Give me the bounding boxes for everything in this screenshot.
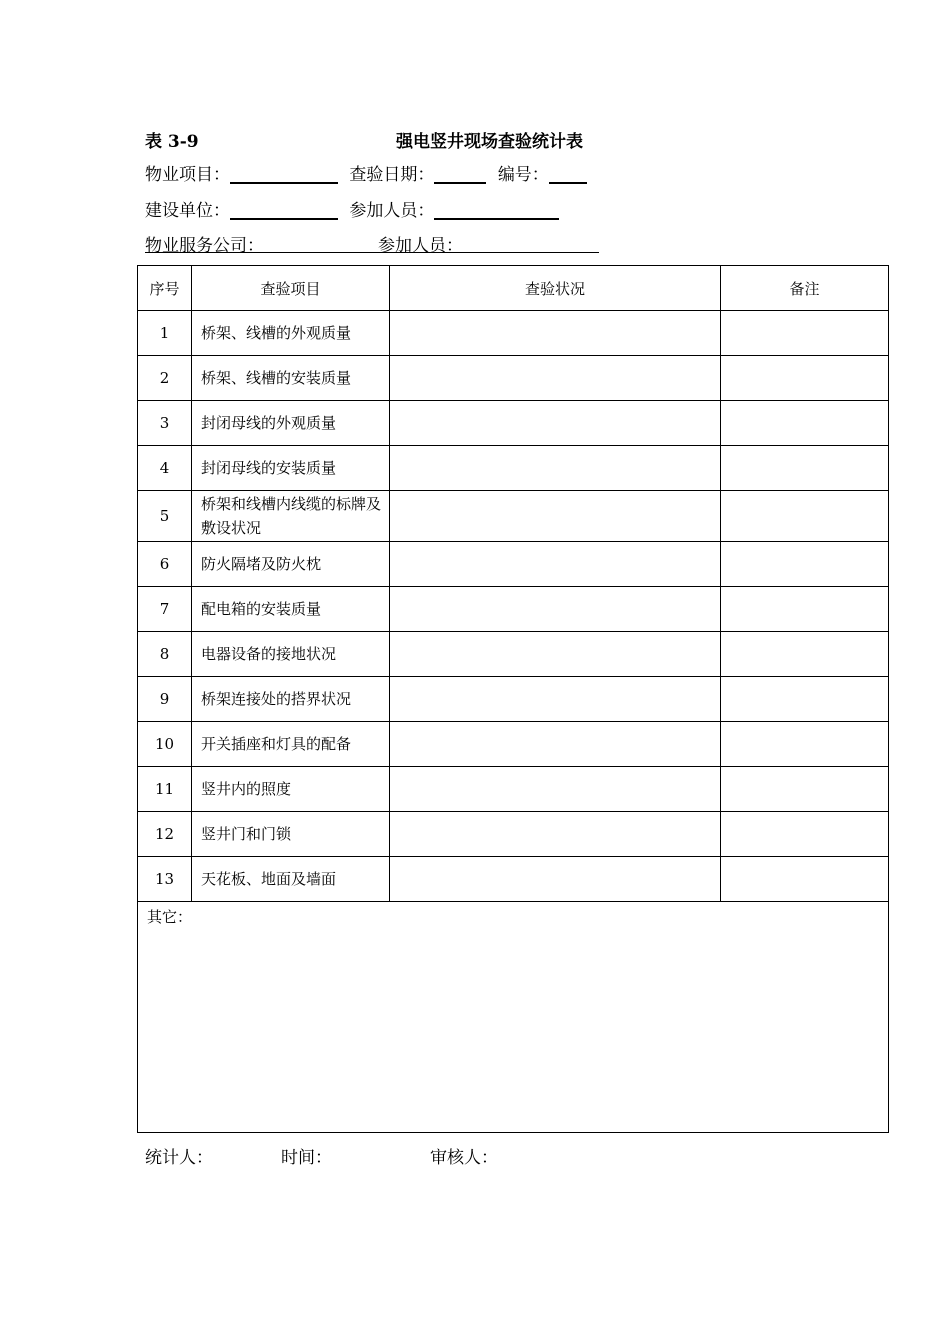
table-row	[138, 311, 889, 356]
row-remarks-cell[interactable]	[721, 446, 889, 491]
other-label: 其它：	[147, 908, 193, 926]
table-row	[138, 446, 889, 491]
header-status: 查验状况	[390, 266, 721, 311]
info-row-1	[145, 160, 587, 185]
table-row	[138, 401, 889, 446]
info-row-2	[145, 196, 559, 221]
builder-field[interactable]	[230, 200, 338, 220]
row-remarks-cell[interactable]	[721, 401, 889, 446]
row-number: 5	[138, 491, 192, 542]
statistician-label: 统计人：	[145, 1148, 213, 1168]
row-remarks-cell[interactable]	[721, 722, 889, 767]
row-remarks-cell[interactable]	[721, 542, 889, 587]
row-number: 12	[138, 812, 192, 857]
reviewer-label: 审核人：	[430, 1148, 498, 1168]
row-item: 桥架、线槽的外观质量	[192, 311, 390, 356]
service-company-label: 物业服务公司：	[145, 236, 264, 256]
row-status-cell[interactable]	[390, 677, 721, 722]
row-status-cell[interactable]	[390, 311, 721, 356]
project-label: 物业项目：	[145, 165, 230, 185]
inspection-table	[137, 265, 889, 1133]
builder-label: 建设单位：	[145, 201, 230, 221]
row-remarks-cell[interactable]	[721, 311, 889, 356]
row-remarks-cell[interactable]	[721, 677, 889, 722]
table-number: 表 3-9	[145, 132, 199, 152]
row-item: 电器设备的接地状况	[192, 632, 390, 677]
row-item: 桥架、线槽的安装质量	[192, 356, 390, 401]
header-remarks: 备注	[721, 266, 889, 311]
time-label: 时间：	[281, 1148, 332, 1168]
row-status-cell[interactable]	[390, 542, 721, 587]
row-number: 3	[138, 401, 192, 446]
table-row	[138, 542, 889, 587]
row-remarks-cell[interactable]	[721, 767, 889, 812]
table-row	[138, 767, 889, 812]
row-number: 8	[138, 632, 192, 677]
row-status-cell[interactable]	[390, 587, 721, 632]
row-remarks-cell[interactable]	[721, 356, 889, 401]
row-item: 桥架连接处的搭界状况	[192, 677, 390, 722]
page-title: 强电竖井现场查验统计表	[396, 132, 583, 152]
date-field[interactable]	[434, 164, 486, 184]
row-item: 配电箱的安装质量	[192, 587, 390, 632]
row-number: 13	[138, 857, 192, 902]
header-item: 查验项目	[192, 266, 390, 311]
row-number: 2	[138, 356, 192, 401]
table-row	[138, 812, 889, 857]
table-row	[138, 857, 889, 902]
row-item: 封闭母线的安装质量	[192, 446, 390, 491]
row-remarks-cell[interactable]	[721, 632, 889, 677]
row-status-cell[interactable]	[390, 401, 721, 446]
row-status-cell[interactable]	[390, 812, 721, 857]
row-item: 天花板、地面及墙面	[192, 857, 390, 902]
row-item: 封闭母线的外观质量	[192, 401, 390, 446]
table-row	[138, 677, 889, 722]
row-number: 10	[138, 722, 192, 767]
participants-field[interactable]	[434, 200, 559, 220]
row-number: 7	[138, 587, 192, 632]
participants-label: 参加人员：	[349, 201, 435, 221]
header-no: 序号	[138, 266, 192, 311]
number-label: 编号：	[497, 165, 549, 185]
other-notes-cell[interactable]	[138, 902, 889, 1133]
row-number: 4	[138, 446, 192, 491]
row-status-cell[interactable]	[390, 446, 721, 491]
table-row	[138, 722, 889, 767]
row-remarks-cell[interactable]	[721, 812, 889, 857]
row-number: 11	[138, 767, 192, 812]
table-row	[138, 587, 889, 632]
row-number: 1	[138, 311, 192, 356]
row-remarks-cell[interactable]	[721, 587, 889, 632]
row-remarks-cell[interactable]	[721, 491, 889, 542]
participants2-label: 参加人员：	[378, 236, 463, 256]
row-item: 防火隔堵及防火枕	[192, 542, 390, 587]
row-status-cell[interactable]	[390, 767, 721, 812]
project-field[interactable]	[230, 164, 338, 184]
row-status-cell[interactable]	[390, 632, 721, 677]
row-status-cell[interactable]	[390, 356, 721, 401]
number-field[interactable]	[549, 164, 587, 184]
row-item: 开关插座和灯具的配备	[192, 722, 390, 767]
row-status-cell[interactable]	[390, 722, 721, 767]
row-number: 9	[138, 677, 192, 722]
row-remarks-cell[interactable]	[721, 857, 889, 902]
row-status-cell[interactable]	[390, 491, 721, 542]
row-status-cell[interactable]	[390, 857, 721, 902]
date-label: 查验日期：	[349, 165, 435, 185]
table-row	[138, 491, 889, 542]
info-row-3	[145, 231, 599, 256]
table-row	[138, 632, 889, 677]
row-number: 6	[138, 542, 192, 587]
table-row	[138, 356, 889, 401]
row-item: 竖井门和门锁	[192, 812, 390, 857]
row-item: 竖井内的照度	[192, 767, 390, 812]
row-item: 桥架和线槽内线缆的标牌及敷设状况	[192, 491, 390, 542]
